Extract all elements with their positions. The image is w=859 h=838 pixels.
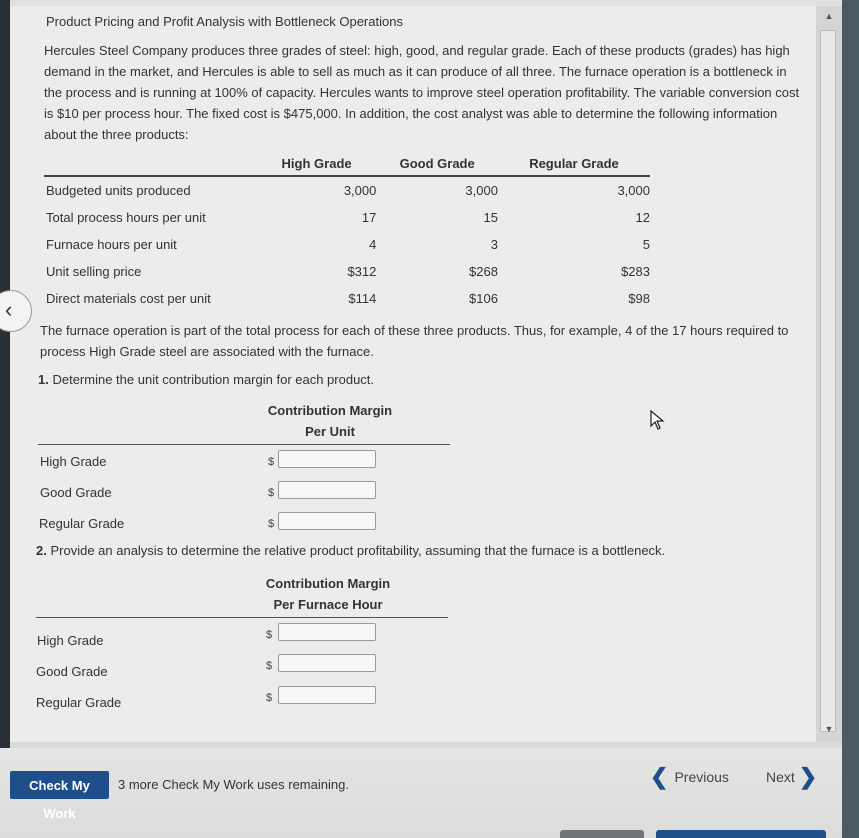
previous-label: Previous — [674, 769, 729, 785]
right-window-edge — [842, 0, 859, 838]
cell-high-grade: 17 — [361, 210, 377, 225]
table-header-high-grade: High Grade — [257, 156, 377, 176]
cell-regular-grade: 12 — [635, 210, 650, 225]
next-label: Next — [766, 769, 795, 785]
bottom-tab-right[interactable] — [656, 830, 826, 838]
question-1-number: 1. — [38, 372, 49, 387]
q2-header-rule — [36, 617, 448, 618]
table-header-good-grade: Good Grade — [376, 156, 498, 176]
row-label: Furnace hours per unit — [46, 237, 177, 252]
q2-regular-grade-input[interactable] — [278, 686, 376, 704]
cell-good-grade: 3,000 — [465, 183, 498, 198]
q2-high-grade-input[interactable] — [278, 623, 376, 641]
q2-row-label-regular-grade: Regular Grade — [36, 695, 122, 710]
q1-regular-grade-input[interactable] — [278, 512, 376, 530]
cell-high-grade: 4 — [369, 237, 377, 252]
currency-symbol: $ — [268, 518, 275, 530]
cell-regular-grade: 5 — [642, 237, 650, 252]
assignment-content — [10, 6, 828, 742]
question-1 — [38, 372, 374, 387]
row-label: Total process hours per unit — [46, 210, 206, 225]
cell-high-grade: $114 — [348, 291, 377, 306]
triangle-up-icon[interactable]: ▲ — [824, 11, 834, 21]
table-header-regular-grade: Regular Grade — [498, 156, 650, 176]
q1-header-line2: Per Unit — [305, 424, 355, 439]
q1-row-label-good-grade: Good Grade — [40, 485, 112, 500]
currency-symbol: $ — [266, 629, 273, 641]
currency-symbol: $ — [268, 456, 275, 468]
cell-good-grade: 15 — [483, 210, 498, 225]
q2-row-label-high-grade: High Grade — [37, 633, 104, 648]
table-row — [44, 285, 650, 312]
product-info-table — [44, 156, 650, 312]
question-2-number: 2. — [36, 543, 47, 558]
problem-text: Hercules Steel Company produces three grades of steel: high, good, and regular grade. Each of these products (grades) has high demand in the market, and Hercules is able to sell as much as it can produce of all three. The furnace operation is a bottleneck in the process and is running at 100% of capacity. Hercules wants to improve steel operation profitability. The variable conversion cost is $10 per process hour. The fixed cost is $475,000. In addition, the cost analyst was able to determine the following information about the three products: — [44, 43, 800, 142]
q1-header-rule — [38, 444, 450, 445]
q2-column-header — [218, 573, 438, 615]
cell-regular-grade: 3,000 — [617, 183, 650, 198]
chevron-right-icon: ❯ — [798, 764, 818, 789]
left-window-edge — [0, 0, 13, 838]
table-row — [44, 258, 650, 285]
mouse-pointer-icon — [650, 410, 666, 430]
triangle-down-icon[interactable]: ▼ — [824, 724, 834, 734]
chevron-left-icon: ❮ — [650, 764, 669, 789]
check-uses-remaining: 3 more Check My Work uses remaining. — [118, 777, 349, 792]
question-2 — [36, 543, 665, 558]
question-2-text: Provide an analysis to determine the relative product profitability, assuming that the furnace is a bottleneck. — [50, 543, 666, 558]
q1-header-line1: Contribution Margin — [267, 403, 393, 418]
cell-good-grade: 3 — [490, 237, 498, 252]
furnace-note: The furnace operation is part of the total process for each of these three products. Thus, for example, 4 of the 17 hours required to process High Grade steel are associated with the furnace. — [40, 323, 789, 359]
table-row — [44, 231, 650, 258]
q1-good-grade-input[interactable] — [278, 481, 376, 499]
row-label: Budgeted units produced — [46, 183, 191, 198]
q2-header-line2: Per Furnace Hour — [273, 597, 383, 612]
table-row — [44, 204, 650, 231]
cell-regular-grade: $98 — [628, 291, 650, 306]
q2-row-label-good-grade: Good Grade — [36, 664, 108, 679]
bottom-tab-left[interactable] — [560, 830, 644, 838]
currency-symbol: $ — [268, 487, 275, 499]
vertical-scrollbar[interactable] — [816, 6, 842, 742]
cell-good-grade: $268 — [469, 264, 498, 279]
cell-high-grade: $312 — [347, 264, 377, 279]
cell-high-grade: 3,000 — [343, 183, 377, 198]
scrollbar-thumb[interactable] — [820, 30, 836, 732]
q2-good-grade-input[interactable] — [278, 654, 376, 672]
footer-bar — [0, 748, 842, 838]
cell-regular-grade: $283 — [621, 264, 650, 279]
chevron-left-icon: ‹ — [5, 297, 13, 322]
cell-good-grade: $106 — [469, 291, 498, 306]
q1-row-label-regular-grade: Regular Grade — [39, 516, 125, 531]
table-header-row — [44, 156, 650, 176]
table-row — [44, 176, 650, 204]
question-1-text: Determine the unit contribution margin for each product. — [52, 372, 375, 387]
currency-symbol: $ — [266, 692, 273, 704]
previous-button[interactable] — [650, 766, 729, 788]
page-title: Product Pricing and Profit Analysis with Bottleneck Operations — [46, 14, 403, 29]
row-label: Direct materials cost per unit — [46, 291, 211, 306]
q2-header-line1: Contribution Margin — [265, 576, 391, 591]
row-label: Unit selling price — [46, 264, 142, 279]
table-header-blank — [44, 156, 257, 176]
q1-row-label-high-grade: High Grade — [40, 454, 107, 469]
check-my-work-button[interactable]: Check My Work — [10, 771, 109, 799]
next-button[interactable] — [766, 766, 817, 788]
q1-high-grade-input[interactable] — [278, 450, 376, 468]
q1-column-header — [220, 400, 440, 442]
currency-symbol: $ — [266, 660, 273, 672]
